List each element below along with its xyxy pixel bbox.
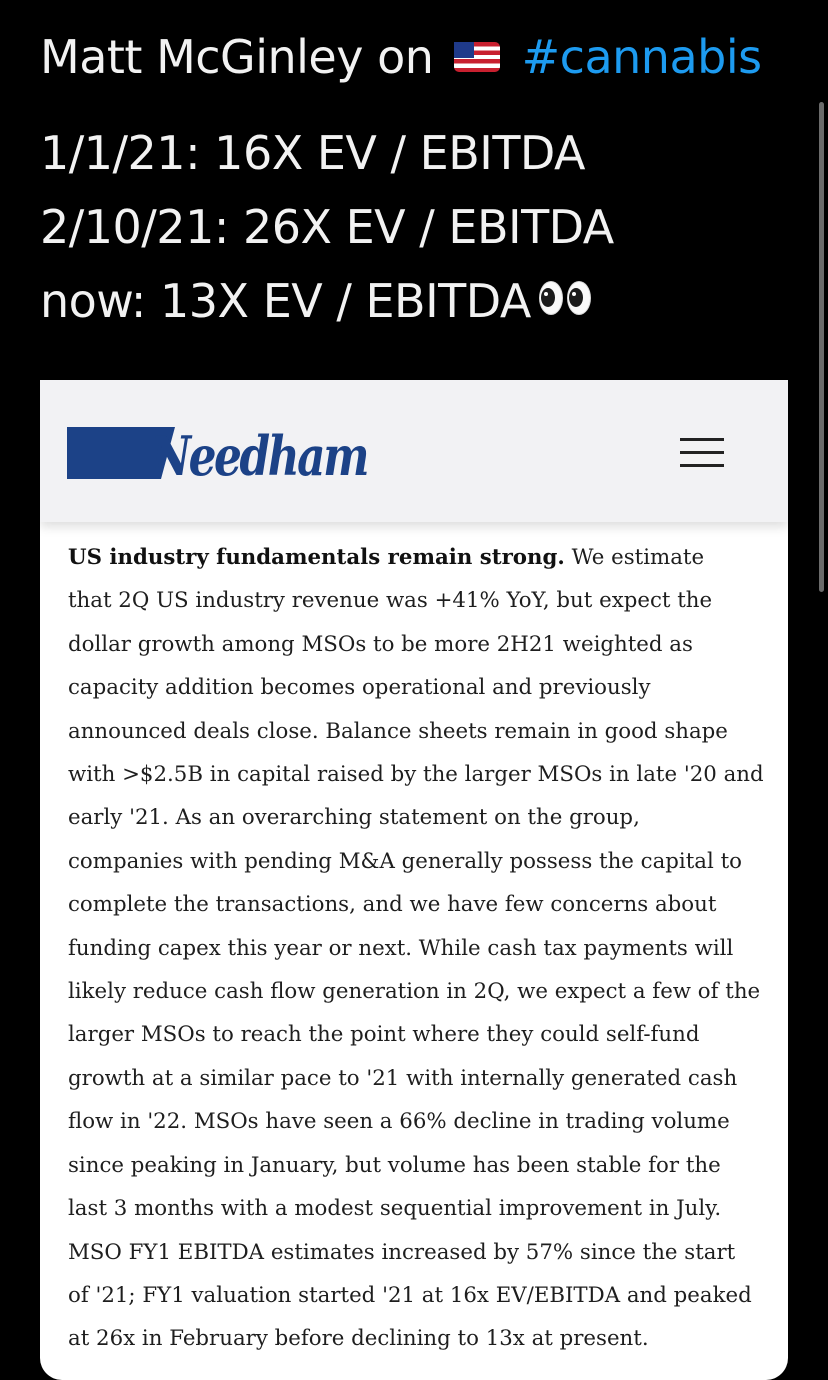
needham-logo bbox=[67, 424, 367, 488]
article-line: announced deals close. Balance sheets remain in good shape bbox=[68, 718, 728, 744]
article-line: companies with pending M&A generally possess the capital to bbox=[68, 848, 742, 874]
article-line: since peaking in January, but volume has been stable for the bbox=[68, 1152, 721, 1178]
article-line: likely reduce cash flow generation in 2Q, we expect a few of the bbox=[68, 979, 761, 1005]
connector-text: on bbox=[377, 30, 434, 84]
article-line: growth at a similar pace to '21 with internally generated cash bbox=[68, 1065, 738, 1091]
article-line: complete the transactions, and we have few concerns about bbox=[68, 892, 717, 918]
tweet-line: 1/1/21: 16X EV / EBITDA bbox=[40, 126, 585, 180]
article-line: capacity addition becomes operational and previously bbox=[68, 675, 651, 701]
article-line: dollar growth among MSOs to be more 2H21 weighted as bbox=[68, 631, 693, 657]
attached-image-card[interactable] bbox=[40, 380, 788, 1380]
article-line: larger MSOs to reach the point where they could self-fund bbox=[68, 1022, 700, 1048]
article-text bbox=[68, 536, 772, 1361]
article-line: US industry fundamentals remain strong. We estimate bbox=[68, 545, 705, 570]
article-line: early '21. As an overarching statement on the group, bbox=[68, 805, 640, 831]
article-line: flow in '22. MSOs have seen a 66% decline in trading volume bbox=[68, 1109, 730, 1135]
article-line: last 3 months with a modest sequential improvement in July. bbox=[68, 1196, 722, 1222]
tweet-line: 2/10/21: 26X EV / EBITDA bbox=[40, 200, 614, 254]
eyes-icon bbox=[539, 281, 593, 317]
article-heading: US industry fundamentals remain strong. bbox=[68, 545, 565, 570]
author-name[interactable]: Matt McGinley bbox=[40, 30, 363, 84]
tweet-line-text: now: 13X EV / EBITDA bbox=[40, 274, 531, 328]
tweet-line bbox=[40, 264, 614, 338]
article-line: funding capex this year or next. While cash tax payments will bbox=[68, 935, 734, 961]
site-header bbox=[40, 380, 788, 522]
article-line: that 2Q US industry revenue was +41% YoY, but expect the bbox=[68, 588, 713, 614]
us-flag-icon bbox=[454, 42, 500, 72]
article-line: with >$2.5B in capital raised by the larger MSOs in late '20 and bbox=[68, 762, 764, 788]
tweet-header bbox=[40, 26, 762, 88]
article-line: at 26x in February before declining to 13x at present. bbox=[68, 1326, 649, 1352]
page-scrollbar[interactable] bbox=[819, 102, 824, 592]
hamburger-menu-icon[interactable] bbox=[676, 434, 730, 470]
tweet-text bbox=[40, 116, 614, 338]
article-line: of '21; FY1 valuation started '21 at 16x EV/EBITDA and peaked bbox=[68, 1282, 752, 1308]
hashtag-link[interactable]: #cannabis bbox=[521, 30, 762, 84]
logo-text: Needham bbox=[149, 424, 367, 488]
article-line: MSO FY1 EBITDA estimates increased by 57% since the start bbox=[68, 1239, 736, 1265]
